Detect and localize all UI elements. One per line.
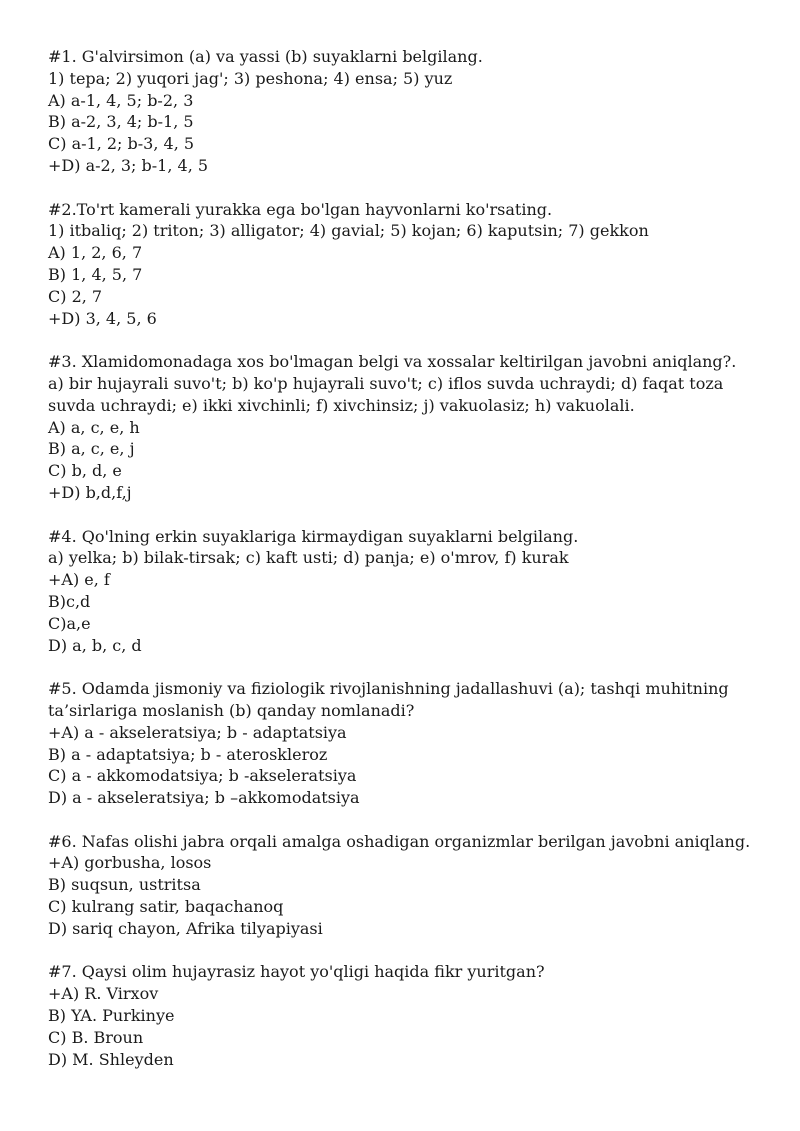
question-title: #2.To'rt kamerali yurakka ega bo'lgan hayvonlarni ko'rsating. bbox=[48, 199, 553, 219]
answer-option: B) a, c, e, j bbox=[48, 439, 135, 459]
question-prompt: 1) tepa; 2) yuqori jag'; 3) peshona; 4) ensa; 5) yuz bbox=[48, 68, 453, 88]
answer-option: B) a-2, 3, 4; b-1, 5 bbox=[48, 112, 194, 132]
answer-option: B) 1, 4, 5, 7 bbox=[48, 264, 143, 284]
answer-option: D) M. Shleyden bbox=[48, 1049, 174, 1069]
question-title: #6. Nafas olishi jabra orqali amalga oshadigan organizmlar berilgan javobni aniqlang. bbox=[48, 831, 751, 851]
answer-option: C) a - akkomodatsiya; b -akseleratsiya bbox=[48, 766, 357, 786]
question-7 bbox=[48, 961, 760, 1070]
answer-option: +D) a-2, 3; b-1, 4, 5 bbox=[48, 155, 209, 175]
question-title: #1. G'alvirsimon (a) va yassi (b) suyaklarni belgilang. bbox=[48, 47, 483, 66]
answer-option: C) b, d, e bbox=[48, 461, 122, 481]
answer-option: C)a,e bbox=[48, 613, 91, 633]
answer-option: B) YA. Purkinye bbox=[48, 1006, 175, 1026]
answer-option: D) a - akseleratsiya; b –akkomodatsiya bbox=[48, 788, 360, 808]
question-6 bbox=[48, 831, 760, 940]
question-5 bbox=[48, 678, 760, 809]
answer-option: A) a-1, 4, 5; b-2, 3 bbox=[48, 90, 194, 110]
answer-option: C) 2, 7 bbox=[48, 286, 103, 306]
question-prompt: a) bir hujayrali suvo't; b) ko'p hujayrali suvo't; c) iflos suvda uchraydi; d) faqat toza suvda uchraydi; e) ikki xivchinli; f) xivchinsiz; j) vakuolasiz; h) vakuolali. bbox=[48, 373, 729, 415]
question-title: #3. Xlamidomonadaga xos bo'lmagan belgi va xossalar keltirilgan javobni aniqlang?. bbox=[48, 352, 737, 372]
answer-option: A) 1, 2, 6, 7 bbox=[48, 243, 143, 263]
answer-option: C) kulrang satir, baqachanoq bbox=[48, 897, 284, 917]
answer-option: D) a, b, c, d bbox=[48, 635, 142, 655]
question-1 bbox=[48, 46, 760, 177]
question-4 bbox=[48, 526, 760, 657]
answer-option: +A) R. Virxov bbox=[48, 984, 159, 1004]
question-prompt: 1) itbaliq; 2) triton; 3) alligator; 4) gavial; 5) kojan; 6) kaputsin; 7) gekkon bbox=[48, 221, 649, 241]
answer-option: +A) e, f bbox=[48, 570, 110, 590]
answer-option: B) a - adaptatsiya; b - ateroskleroz bbox=[48, 744, 328, 764]
answer-option: C) B. Broun bbox=[48, 1027, 144, 1047]
question-2 bbox=[48, 199, 760, 330]
answer-option: +D) 3, 4, 5, 6 bbox=[48, 308, 157, 328]
question-3 bbox=[48, 351, 760, 504]
question-prompt: a) yelka; b) bilak-tirsak; c) kaft usti; d) panja; e) o'mrov, f) kurak bbox=[48, 548, 569, 568]
question-title: #7. Qaysi olim hujayrasiz hayot yo'qligi haqida fikr yuritgan? bbox=[48, 962, 545, 982]
answer-option: C) a-1, 2; b-3, 4, 5 bbox=[48, 134, 195, 154]
answer-option: B)c,d bbox=[48, 591, 91, 611]
answer-option: B) suqsun, ustritsa bbox=[48, 875, 201, 895]
question-title: #4. Qo'lning erkin suyaklariga kirmaydigan suyaklarni belgilang. bbox=[48, 526, 579, 546]
answer-option: A) a, c, e, h bbox=[48, 417, 140, 437]
question-title: #5. Odamda jismoniy va fiziologik rivojlanishning jadallashuvi (a); tashqi muhitning ta’sirlariga moslanish (b) qanday nomlanadi? bbox=[48, 679, 734, 720]
answer-option: +D) b,d,f,j bbox=[48, 482, 132, 502]
answer-option: +A) gorbusha, losos bbox=[48, 853, 212, 873]
answer-option: +A) a - akseleratsiya; b - adaptatsiya bbox=[48, 722, 347, 742]
answer-option: D) sariq chayon, Afrika tilyapiyasi bbox=[48, 918, 323, 938]
